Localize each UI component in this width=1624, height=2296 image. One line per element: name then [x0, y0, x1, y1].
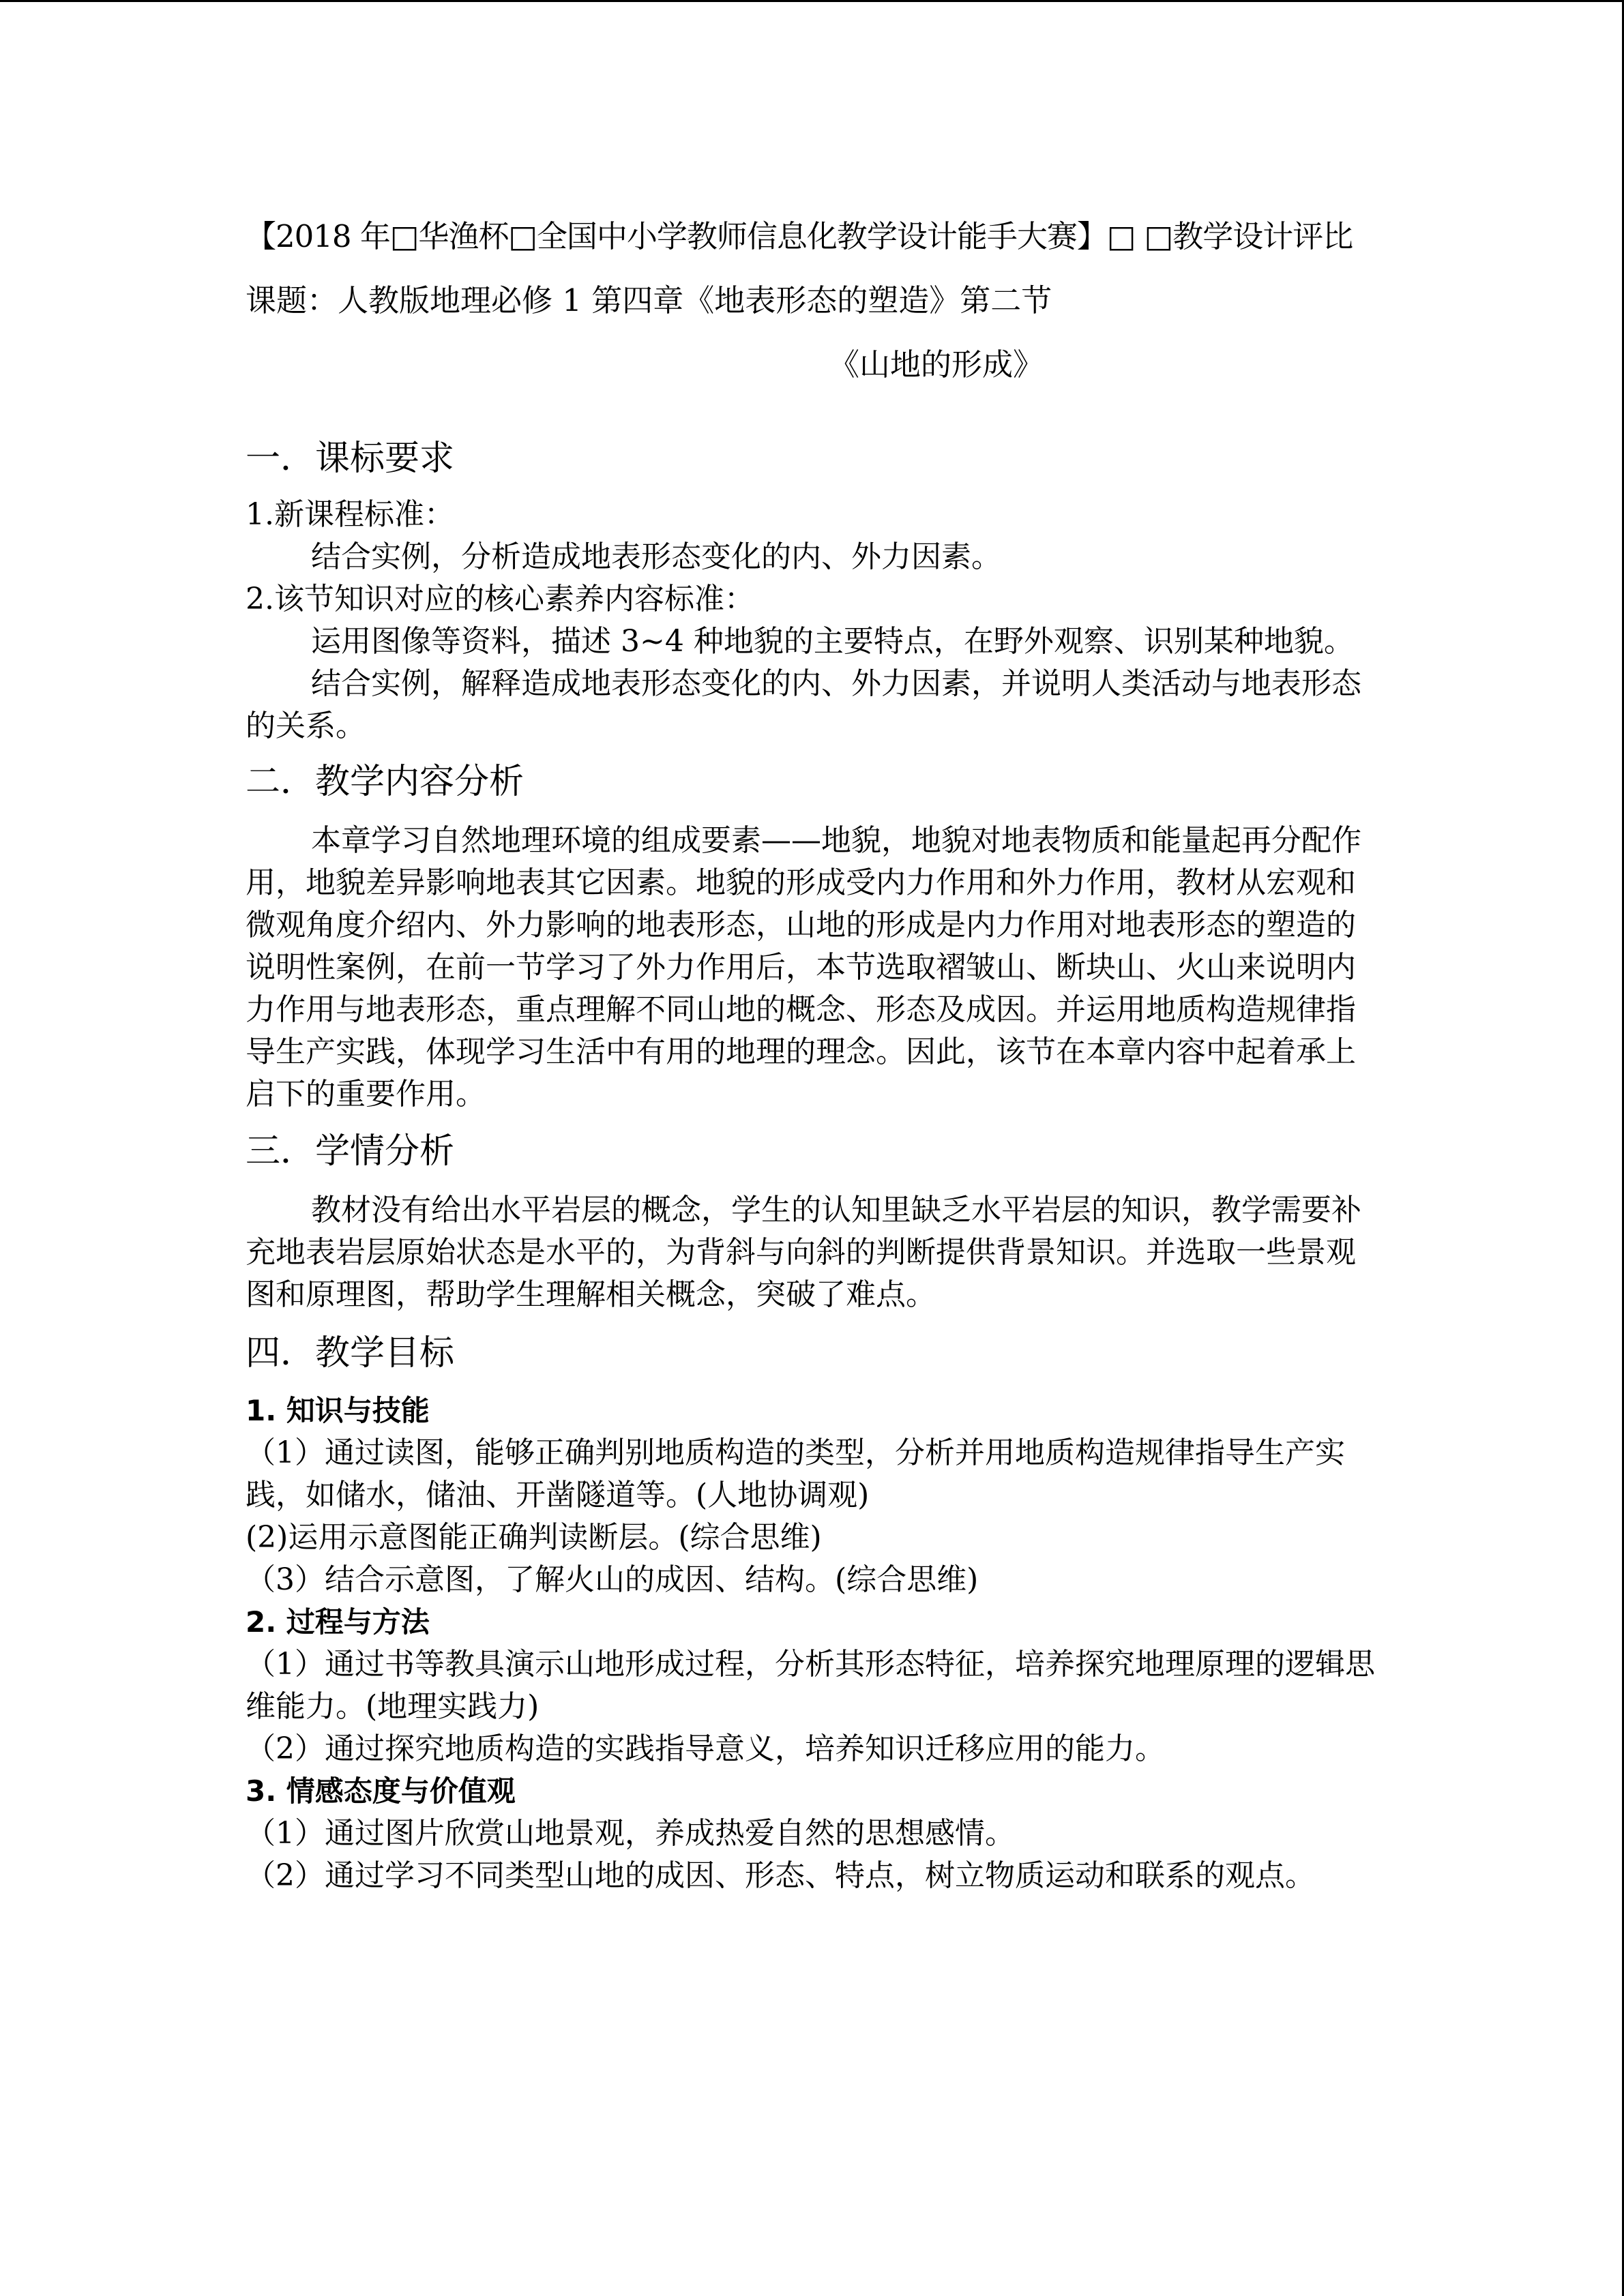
section-heading-curriculum: 一．课标要求 — [246, 438, 455, 479]
page-border-top — [0, 0, 1624, 2]
objective-group3-title: 3. 情感态度与价值观 — [246, 1774, 516, 1808]
curriculum-item2-text-a: 运用图像等资料，描述 3~4 种地貌的主要特点，在野外观察、识别某种地貌。 — [311, 624, 1354, 659]
section-heading-content-analysis: 二．教学内容分析 — [246, 762, 525, 802]
document-body — [246, 205, 1378, 1897]
section-heading-objectives: 四．教学目标 — [246, 1333, 455, 1373]
learner-analysis-text: 教材没有给出水平岩层的概念，学生的认知里缺乏水平岩层的知识，教学需要补充地表岩层原始状态是水平的，为背斜与向斜的判断提供背景知识。并选取一些景观图和原理图，帮助学生理解相关概念，突破了难点。 — [246, 1193, 1361, 1312]
curriculum-item2-title: 2.该节知识对应的核心素养内容标准： — [246, 582, 754, 616]
topic-subtitle: 《山地的形成》 — [829, 346, 1044, 383]
curriculum-item1-text: 结合实例，分析造成地表形态变化的内、外力因素。 — [311, 539, 1001, 574]
content-analysis-text: 本章学习自然地理环境的组成要素——地貌，地貌对地表物质和能量起再分配作用，地貌差异影响地表其它因素。地貌的形成受内力作用和外力作用，教材从宏观和微观角度介绍内、外力影响的地表形态，山地的形成是内力作用对地表形态的塑造的说明性案例，在前一节学习了外力作用后，本节选取褶皱山、断块山、火山来说明内力作用与地表形态，重点理解不同山地的概念、形态及成因。并运用地质构造规律指导生产实践，体现学习生活中有用的地理的理念。因此，该节在本章内容中起着承上启下的重要作用。 — [246, 823, 1361, 1112]
objective-item: （2）通过探究地质构造的实践指导意义，培养知识迁移应用的能力。 — [246, 1731, 1165, 1766]
section-heading-learner-analysis: 三．学情分析 — [246, 1131, 455, 1172]
objective-group1-title: 1. 知识与技能 — [246, 1394, 430, 1427]
curriculum-item2-text-b: 结合实例，解释造成地表形态变化的内、外力因素，并说明人类活动与地表形态的关系。 — [246, 666, 1361, 743]
objective-item: (2)运用示意图能正确判读断层。(综合思维) — [246, 1520, 822, 1555]
objective-item: （1）通过读图，能够正确判别地质构造的类型，分析并用地质构造规律指导生产实践，如储水，储油、开凿隧道等。(人地协调观) — [246, 1435, 1345, 1512]
objective-item: （1）通过书等教具演示山地形成过程，分析其形态特征，培养探究地理原理的逻辑思维能力。(地理实践力) — [246, 1647, 1375, 1724]
topic-line: 课题：人教版地理必修 1 第四章《地表形态的塑造》第二节 — [246, 282, 1052, 318]
objective-item: （3）结合示意图，了解火山的成因、结构。(综合思维) — [246, 1562, 979, 1597]
document-title: 【2018 年□华渔杯□全国中小学教师信息化教学设计能手大赛】□ □教学设计评比 — [246, 218, 1353, 254]
objective-group2-title: 2. 过程与方法 — [246, 1605, 430, 1639]
objective-item: （1）通过图片欣赏山地景观，养成热爱自然的思想感情。 — [246, 1816, 1015, 1851]
objective-item: （2）通过学习不同类型山地的成因、形态、特点，树立物质运动和联系的观点。 — [246, 1858, 1315, 1893]
curriculum-item1-title: 1.新课程标准： — [246, 497, 454, 532]
